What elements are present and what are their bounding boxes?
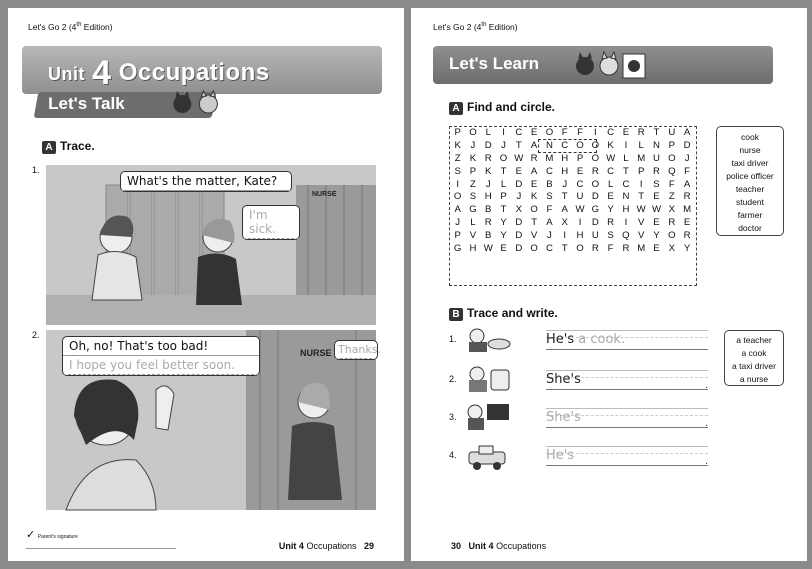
grid-letter[interactable]: K [530,191,538,203]
lesson-banner [433,46,773,84]
section-a-heading: A Find and circle. [449,100,555,115]
grid-letter[interactable]: F [668,178,675,190]
grid-letter[interactable]: G [453,243,462,255]
grid-letter[interactable]: H [622,204,630,216]
grid-letter[interactable]: L [470,217,476,229]
unit-word: Unit [48,64,85,84]
grid-letter[interactable]: E [530,178,538,190]
grid-letter[interactable]: W [514,152,524,164]
grid-letter[interactable]: P [454,230,461,242]
grid-letter[interactable]: H [561,152,569,164]
grid-letter[interactable]: O [453,191,462,203]
word-list-item: taxi driver [731,158,769,168]
word-list-item: nurse [739,145,761,155]
grid-letter[interactable]: T [653,127,660,138]
grid-letter[interactable]: L [638,139,644,151]
grid-letter[interactable]: D [591,217,599,229]
grid-letter[interactable]: I [624,139,628,151]
grid-letter[interactable]: B [546,178,553,190]
grid-letter[interactable]: V [530,230,538,242]
grid-letter[interactable]: J [455,217,461,229]
grid-letter[interactable]: O [499,152,508,164]
grid-letter[interactable]: T [622,165,629,177]
grid-letter[interactable]: G [591,204,600,216]
grid-letter[interactable]: D [515,243,523,255]
grid-letter[interactable]: I [578,217,582,229]
grid-letter[interactable]: O [469,127,477,138]
page-number: 29 [363,541,374,551]
grid-letter[interactable]: D [515,217,523,229]
trace-line-1[interactable]: He's a cook. [546,330,708,352]
grid-letter[interactable]: F [684,165,691,177]
answer-option: a teacher [736,335,772,345]
grid-letter[interactable]: J [684,152,690,164]
word-list-item: student [736,197,764,207]
grid-letter[interactable]: A [454,204,461,216]
item-4-number: 4. [449,450,457,460]
grid-letter[interactable]: J [470,139,476,151]
lesson-banner [34,92,217,118]
grid-letter[interactable]: L [607,178,614,190]
checkmark-icon: ✓ [26,529,36,541]
grid-letter[interactable]: A [530,165,538,177]
speech-bubble-1a: What's the matter, Kate? [120,171,292,192]
book-header: Let's Go 2 (4th Edition) [28,22,113,32]
grid-letter[interactable]: Y [500,217,507,229]
section-a-heading: A Trace. [42,139,95,154]
grid-letter[interactable]: I [456,178,459,190]
grid-letter[interactable]: R [683,191,691,203]
answer-options-box [724,330,784,386]
grid-letter[interactable]: S [653,178,660,190]
grid-letter[interactable]: K [607,139,614,151]
word-list-item: doctor [738,223,762,233]
grid-letter[interactable]: E [622,127,630,138]
grid-letter[interactable]: C [545,165,553,177]
speech-bubble-2b: Thanks. [334,340,378,360]
page-footer: Unit 4 Occupations 29 [278,541,374,551]
grid-letter[interactable]: O [530,243,538,255]
grid-letter[interactable]: T [500,204,507,216]
grid-letter[interactable]: X [561,217,568,229]
grid-letter[interactable]: L [623,152,629,164]
grid-letter[interactable]: C [622,178,630,190]
grid-letter[interactable]: A [530,139,538,151]
grid-letter[interactable]: W [636,204,646,216]
scene-2-number: 2. [32,330,40,340]
scene-2-illustration [46,330,382,510]
grid-letter[interactable]: T [561,243,568,255]
grid-letter[interactable]: X [515,204,523,216]
grid-row [450,127,696,140]
grid-letter[interactable]: A [683,127,691,138]
grid-letter[interactable]: E [683,217,691,229]
circled-word-cook [538,139,597,153]
grid-row [450,217,696,230]
item-3-number: 3. [449,412,457,422]
grid-letter[interactable]: N [622,191,630,203]
grid-letter[interactable]: Y [607,204,614,216]
nurse-sign: NURSE [312,191,337,198]
grid-letter[interactable]: H [561,165,569,177]
grid-letter[interactable]: Y [653,230,660,242]
grid-letter[interactable]: L [485,127,491,138]
grid-letter[interactable]: M [637,243,646,255]
trace-line-4[interactable]: He's . [546,448,708,467]
grid-letter[interactable]: T [638,191,645,203]
grid-letter[interactable]: M [683,204,692,216]
grid-letter[interactable]: A [546,217,553,229]
lesson-title: Let's Talk [48,94,125,113]
grid-letter[interactable]: Q [668,165,676,177]
grid-letter[interactable]: O [591,139,600,151]
grid-letter[interactable]: R [591,243,599,255]
grid-letter[interactable]: R [484,152,492,164]
grid-letter[interactable]: I [502,127,505,138]
grid-letter[interactable]: Y [683,243,691,255]
grid-letter[interactable]: I [593,127,597,138]
word-list-box [716,126,784,236]
item-2-number: 2. [449,374,457,384]
grid-letter[interactable]: W [651,204,662,216]
grid-row [450,179,696,192]
grid-letter[interactable]: P [469,165,477,177]
grid-letter[interactable]: P [638,165,645,177]
grid-letter[interactable]: N [545,139,553,151]
grid-letter[interactable]: U [653,152,660,164]
grid-letter[interactable]: S [607,230,614,242]
grid-letter[interactable]: Z [454,152,461,164]
grid-letter[interactable]: J [501,139,506,151]
grid-letter[interactable]: R [622,243,630,255]
cats-illustration-icon [569,48,649,82]
grid-letter[interactable]: O [591,152,600,164]
grid-letter[interactable]: D [484,139,492,151]
grid-letter[interactable]: O [668,152,676,164]
grid-letter[interactable]: E [607,191,614,203]
grid-row [450,191,696,204]
grid-letter[interactable]: X [668,243,675,255]
grid-letter[interactable]: R [591,165,599,177]
word-list-item: police officer [726,171,774,181]
grid-letter[interactable]: E [515,165,523,177]
grid-letter[interactable]: Q [622,230,630,242]
grid-letter[interactable]: T [531,217,538,229]
grid-letter[interactable]: R [637,127,645,138]
grid-letter[interactable]: T [561,191,568,203]
grid-letter[interactable]: K [469,152,477,164]
grid-letter[interactable]: C [607,165,615,177]
grid-letter[interactable]: H [469,243,477,255]
grid-letter[interactable]: T [515,139,522,151]
answer-option: a cook [741,348,767,358]
speech-bubble-1b: I'm sick. [242,205,300,240]
grid-letter[interactable]: O [668,230,676,242]
left-page [8,8,404,561]
lesson-title: Let's Learn [449,54,540,73]
book-header: Let's Go 2 (4th Edition) [433,22,518,32]
grid-letter[interactable]: C [515,127,523,138]
grid-letter[interactable]: C [561,139,569,151]
grid-row [450,204,696,217]
grid-letter[interactable]: E [653,191,660,203]
answer-option: a taxi driver [732,361,776,371]
grid-letter[interactable]: F [546,204,553,216]
scene-1-number: 1. [32,165,40,175]
grid-letter[interactable]: J [485,178,491,190]
grid-letter[interactable]: K [454,139,461,151]
grid-letter[interactable]: O [591,178,600,190]
grid-letter[interactable]: A [561,204,568,216]
grid-letter[interactable]: C [607,127,615,138]
word-list-item: teacher [735,184,765,194]
grid-letter[interactable]: Z [668,191,675,203]
grid-letter[interactable]: Y [500,230,507,242]
grid-letter[interactable]: V [469,230,477,242]
trace-line-2[interactable]: She's . [546,372,708,391]
grid-letter[interactable]: R [607,217,615,229]
word-list-item: cook [741,132,759,142]
grid-letter[interactable]: D [683,139,691,151]
word-list-item: farmer [737,210,763,220]
grid-letter[interactable]: U [668,127,676,138]
grid-letter[interactable]: D [515,230,523,242]
signature-line: ✓ Parent's signature [26,528,226,551]
teacher-picture-icon [465,402,511,432]
grid-letter[interactable]: J [562,178,568,190]
grid-letter[interactable]: F [577,127,583,138]
grid-letter[interactable]: M [545,152,554,164]
page-footer: 30 Unit 4 Occupations [451,541,547,551]
section-b-heading: B Trace and write. [449,306,558,321]
grid-letter[interactable]: W [606,152,616,164]
speech-bubble-2a: Oh, no! That's too bad! I hope you feel better soon. [62,336,260,376]
grid-letter[interactable]: R [683,230,691,242]
grid-letter[interactable]: F [561,127,568,138]
grid-letter[interactable]: E [530,127,538,138]
taxi-driver-picture-icon [465,442,511,472]
grid-letter[interactable]: C [576,178,584,190]
grid-letter[interactable]: S [546,191,553,203]
unit-number: 4 [92,54,112,92]
grid-letter[interactable]: E [576,165,584,177]
grid-letter[interactable]: J [516,191,522,203]
grid-letter[interactable]: B [485,204,492,216]
grid-letter[interactable]: P [576,152,584,164]
grid-letter[interactable]: X [668,204,675,216]
farmer-picture-icon [465,364,511,394]
grid-letter[interactable]: P [454,127,461,138]
grid-letter[interactable]: R [653,165,660,177]
grid-letter[interactable]: L [500,178,507,190]
grid-row [450,243,696,256]
grid-letter[interactable]: A [683,178,691,190]
grid-letter[interactable]: M [637,152,646,164]
scene-1-illustration [46,165,376,325]
grid-letter[interactable]: O [530,204,538,216]
grid-letter[interactable]: W [575,204,585,216]
grid-letter[interactable]: U [591,230,599,242]
grid-letter[interactable]: O [576,243,584,255]
page-number: 30 [451,541,462,551]
grid-letter[interactable]: U [576,191,584,203]
answer-option: a nurse [739,374,769,384]
grid-letter[interactable]: G [469,204,477,216]
item-1-number: 1. [449,334,457,344]
grid-letter[interactable]: E [500,243,507,255]
grid-letter[interactable]: D [591,191,599,203]
grid-letter[interactable]: W [483,243,493,255]
grid-letter[interactable]: I [624,217,628,229]
trace-line-3[interactable]: She's . [546,410,708,429]
unit-banner [22,46,382,94]
grid-letter[interactable]: C [545,243,553,255]
grid-letter[interactable]: P [668,139,675,151]
grid-row [450,153,696,166]
grid-letter[interactable]: E [653,217,660,229]
grid-letter[interactable]: R [484,217,492,229]
grid-letter[interactable]: J [547,230,552,242]
grid-letter[interactable]: E [653,243,660,255]
grid-letter[interactable]: R [530,152,538,164]
nurse-sign: NURSE [300,348,332,358]
grid-row [450,230,696,243]
grid-letter[interactable]: D [515,178,523,190]
grid-letter[interactable]: I [563,230,567,242]
grid-letter[interactable]: V [638,230,645,242]
grid-letter[interactable]: B [485,230,492,242]
grid-letter[interactable]: O [545,127,554,138]
grid-letter[interactable]: T [500,165,507,177]
grid-letter[interactable]: N [653,139,660,151]
grid-letter[interactable]: R [668,217,676,229]
grid-letter[interactable]: I [639,178,643,190]
grid-letter[interactable]: V [638,217,645,229]
grid-letter[interactable]: S [454,165,461,177]
grid-row [450,166,696,179]
right-page [411,8,807,561]
grid-letter[interactable]: O [576,139,584,151]
grid-letter[interactable]: S [469,191,477,203]
grid-letter[interactable]: P [500,191,507,203]
grid-letter[interactable]: H [484,191,492,203]
grid-letter[interactable]: K [485,165,492,177]
grid-letter[interactable]: H [576,230,584,242]
unit-title: Occupations [118,59,270,86]
grid-letter[interactable]: F [607,243,614,255]
grid-letter[interactable]: Z [470,178,476,190]
cook-picture-icon [465,326,511,354]
cats-illustration-icon [166,88,226,118]
